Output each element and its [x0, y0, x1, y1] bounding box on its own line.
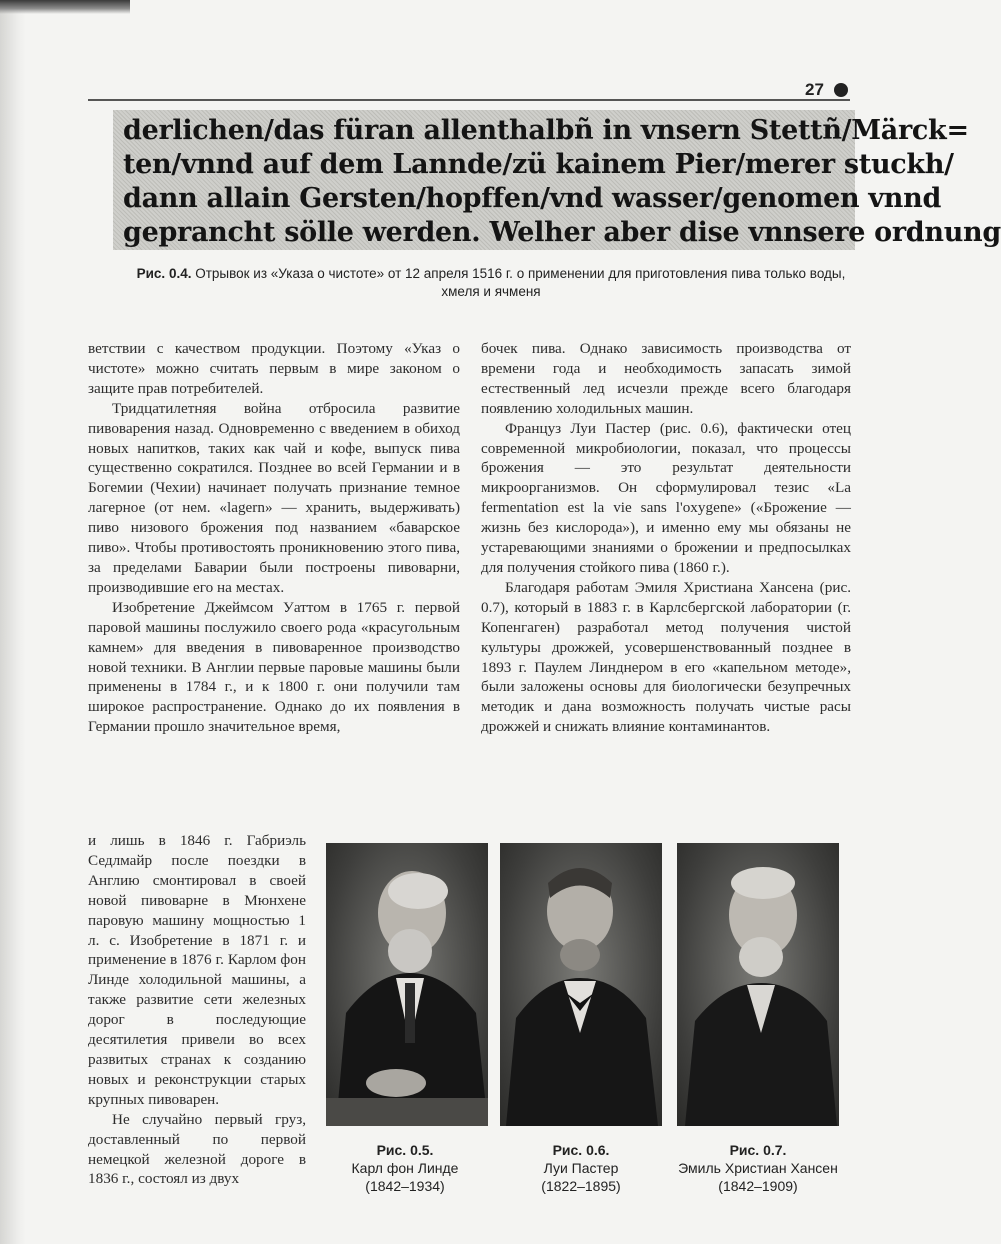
paragraph: Изобретение Джеймсом Уаттом в 1765 г. первой паровой машины послужило своего рода «красугольным камнем» для введения в пивоваренное производство новой техники. В Англии первые паровые машины были применены в 1784 г., и к 1800 г. они получили там широкое распространение. Однако до их появления в Германии прошло значительное время, [88, 598, 460, 736]
text-column-narrow [88, 831, 306, 1189]
blackletter-line: ten/vnnd auf dem Lannde/zü kainem Pier/merer stuckh/ [123, 149, 954, 180]
paragraph: Не случайно первый груз, доставленный по первой немецкой железной дороге в 1836 г., состоял из двух [88, 1110, 306, 1188]
header-rule [88, 99, 850, 101]
caption-years: (1842–1909) [718, 1178, 798, 1194]
caption-name: Карл фон Линде [351, 1160, 459, 1176]
caption-name: Луи Пастер [543, 1160, 619, 1176]
text-column-right [481, 339, 851, 737]
caption-text: Отрывок из «Указа о чистоте» от 12 апреля 1516 г. о применении для приготовления пива только воды, хмеля и ячменя [191, 266, 846, 299]
blackletter-line: geprancht sölle werden. Welher aber dise vnnsere ordnung [123, 217, 1001, 248]
blackletter-line: dann allain Gersten/hopffen/vnd wasser/genomen vnnd [123, 183, 942, 214]
figure-caption-0-4 [120, 265, 862, 301]
caption-years: (1842–1934) [365, 1178, 445, 1194]
paragraph: ветствии с качеством продукции. Поэтому «Указ о чистоте» можно считать первым в мире законом о защите прав потребителей. [88, 340, 460, 397]
page-number: 27 [805, 80, 824, 99]
figure-caption-0-7 [673, 1141, 843, 1195]
caption-label: Рис. 0.5. [376, 1142, 434, 1158]
page-gutter-shadow [0, 0, 26, 1244]
paragraph: Благодаря работам Эмиля Христиана Хансена (рис. 0.7), который в 1883 г. в Карлсбергской лаборатории (г. Копенгаген) разработал метод получения чистой культуры дрожжей, усовершенствованный позднее в 1893 г. Паулем Линднером в его «капельном методе», были заложены основы для биологически безупречных методик и дана возможность получать чистые расы дрожжей и снижать влияние контаминантов. [481, 578, 851, 736]
decree-excerpt-image [113, 110, 1001, 250]
text-column-left [88, 339, 460, 737]
caption-years: (1822–1895) [541, 1178, 621, 1194]
figure-caption-0-6 [496, 1141, 666, 1195]
page-marker-icon [834, 83, 848, 97]
caption-name: Эмиль Христиан Хансен [678, 1160, 838, 1176]
portrait-photo-hansen [677, 843, 839, 1126]
figure-caption-0-5 [320, 1141, 490, 1195]
portrait-photo-pasteur [500, 843, 662, 1126]
paragraph: Тридцатилетняя война отбросила развитие пивоварения назад. Одновременно с введением в обиход новых напитков, таких как чай и кофе, выпуск пива существенно сократился. Позднее во всей Германии и в Богемии (Чехии) начинает получать признание темное лагерное (от нем. «lagern» — хранить, выдерживать) пиво низового брожения под названием «баварское пиво». Чтобы противостоять проникновению этого пива, за пределами Баварии были построены пивоварни, производившие его на местах. [88, 399, 460, 596]
paragraph: и лишь в 1846 г. Габриэль Седлмайр после поездки в Англию смонтировал в своей новой пивоварне в Мюнхене паровую машину мощностью 1 л. с. Изобретение в 1871 г. и применение в 1876 г. Карлом фон Линде холодильной машины, а также развитие сети железных дорог в последующие десятилетия привели во всех развитых странах к созданию новых и реконструкции старых крупных пивоварен. [88, 832, 306, 1108]
caption-label: Рис. 0.6. [552, 1142, 610, 1158]
blackletter-line: derlichen/das füran allenthalbñ in vnsern Stettñ/Märck= [123, 115, 969, 146]
caption-label: Рис. 0.4. [136, 266, 192, 281]
paragraph: бочек пива. Однако зависимость производства от времени года и необходимость запасать зимой естественный лед исчезли прежде всего благодаря появлению холодильных машин. [481, 340, 851, 417]
portrait-photo-linde [326, 843, 488, 1126]
paragraph: Француз Луи Пастер (рис. 0.6), фактически отец современной микробиологии, показал, что процессы брожения — это результат деятельности микроорганизмов. Он сформулировал тезис «La fermentation est la vie sans l'oxygene» («Брожение — жизнь без кислорода»), и именно ему мы обязаны не устаревающими знаниями о брожении и предпосылках для получения стойкого пива (1860 г.). [481, 419, 851, 576]
scan-edge-shadow [0, 0, 130, 14]
caption-label: Рис. 0.7. [729, 1142, 787, 1158]
